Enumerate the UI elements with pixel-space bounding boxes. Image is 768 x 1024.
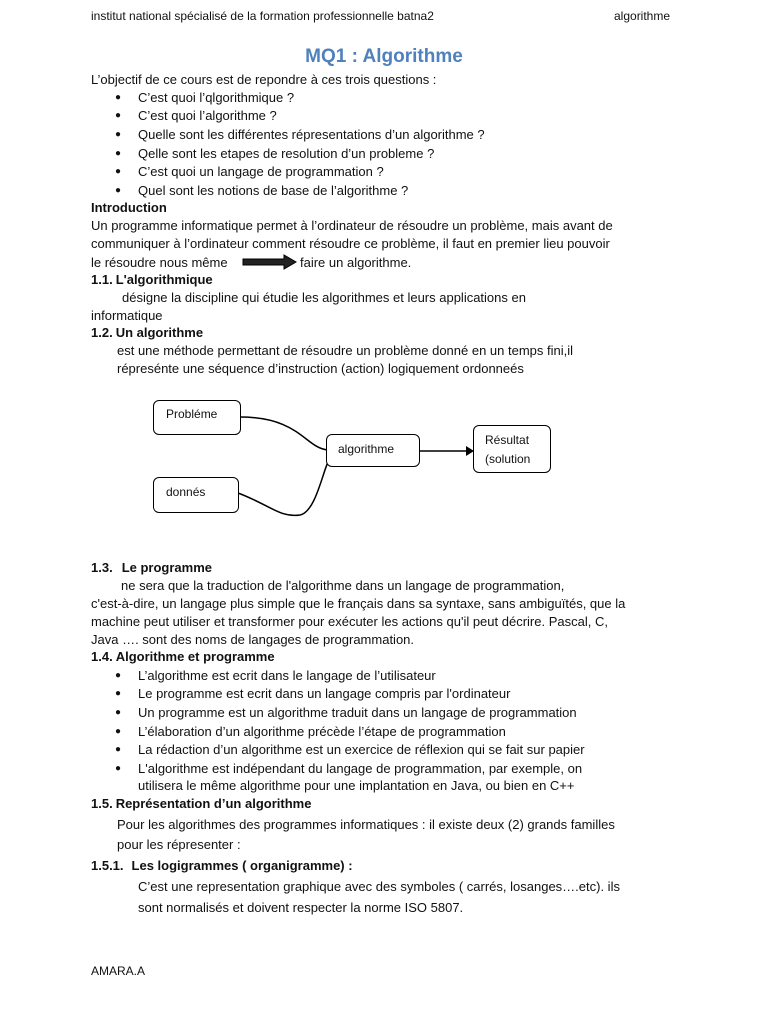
bullet-icon: ● bbox=[115, 110, 122, 121]
intro-line: Un programme informatique permet à l’ordinateur de résoudre un problème, mais avant de bbox=[91, 218, 613, 233]
bullet-icon: ● bbox=[115, 707, 122, 718]
s12-line: est une méthode permettant de résoudre un problème donné en un temps fini,il bbox=[117, 343, 574, 358]
section-heading-1-2: 1.2. Un algorithme bbox=[91, 325, 204, 340]
s11-line: désigne la discipline qui étudie les algorithmes et leurs applications en bbox=[122, 290, 526, 305]
intro-heading: Introduction bbox=[91, 200, 167, 215]
s13-line: Java …. sont des noms de langages de programmation. bbox=[91, 632, 415, 647]
bullet-icon: ● bbox=[115, 726, 122, 737]
connector-curve-bottom bbox=[238, 462, 328, 515]
bullet-icon: ● bbox=[115, 92, 122, 103]
bullet-icon: ● bbox=[115, 185, 122, 196]
right-arrow-icon bbox=[243, 255, 296, 269]
s13-line: machine peut utiliser et transformer pour exécuter les actions qu'il peut décrire. Pascal, C, bbox=[91, 614, 608, 629]
footer-author: AMARA.A bbox=[91, 964, 146, 978]
bullet-icon: ● bbox=[115, 744, 122, 755]
section-heading-1-3: 1.3. Le programme bbox=[91, 560, 212, 575]
list-item-continuation: utilisera le même algorithme pour une implantation en Java, ou bien en C++ bbox=[138, 778, 575, 793]
box-resultat: Résultat (solution bbox=[473, 425, 551, 473]
s12-line: répresénte une séquence d’instruction (action) logiquement ordonneés bbox=[117, 361, 524, 376]
bullet-icon: ● bbox=[115, 670, 122, 681]
intro-line: faire un algorithme. bbox=[300, 255, 412, 270]
objective-text: L’objectif de ce cours est de repondre à ces trois questions : bbox=[91, 72, 437, 87]
s11-line: informatique bbox=[91, 308, 163, 323]
connector-curve-top bbox=[240, 417, 328, 450]
s15-line: Pour les algorithmes des programmes informatiques : il existe deux (2) grands familles bbox=[117, 817, 615, 832]
header-subject: algorithme bbox=[614, 9, 671, 23]
intro-line: communiquer à l’ordinateur comment résoudre ce problème, il faut en premier lieu pouvoir bbox=[91, 236, 610, 251]
intro-line: le résoudre nous même bbox=[91, 255, 228, 270]
box-donnes: donnés bbox=[153, 477, 239, 513]
s151-line: C’est une representation graphique avec des symboles ( carrés, losanges….etc). ils bbox=[138, 879, 620, 894]
box-algorithme: algorithme bbox=[326, 434, 420, 467]
bullet-icon: ● bbox=[115, 763, 122, 774]
section-heading-1-4: 1.4. Algorithme et programme bbox=[91, 649, 275, 664]
section-heading-1-5-1: 1.5.1. Les logigrammes ( organigramme) : bbox=[91, 858, 353, 873]
s13-line: c'est-à-dire, un langage plus simple que le français dans sa syntaxe, sans ambiguïtés, que la bbox=[91, 596, 626, 611]
header-school-name: institut national spécialisé de la formation professionnelle batna2 bbox=[91, 9, 434, 23]
section-heading-1-5: 1.5. Représentation d’un algorithme bbox=[91, 796, 312, 811]
s15-line: pour les répresenter : bbox=[117, 837, 241, 852]
bullet-icon: ● bbox=[115, 148, 122, 159]
page-title: MQ1 : Algorithme bbox=[305, 46, 463, 67]
s13-line: ne sera que la traduction de l'algorithme dans un langage de programmation, bbox=[121, 578, 565, 593]
bullet-icon: ● bbox=[115, 129, 122, 140]
box-probleme: Probléme bbox=[153, 400, 241, 435]
bullet-icon: ● bbox=[115, 166, 122, 177]
s151-line: sont normalisés et doivent respecter la norme ISO 5807. bbox=[138, 900, 464, 915]
bullet-icon: ● bbox=[115, 688, 122, 699]
section-heading-1-1: 1.1. L'algorithmique bbox=[91, 272, 213, 287]
